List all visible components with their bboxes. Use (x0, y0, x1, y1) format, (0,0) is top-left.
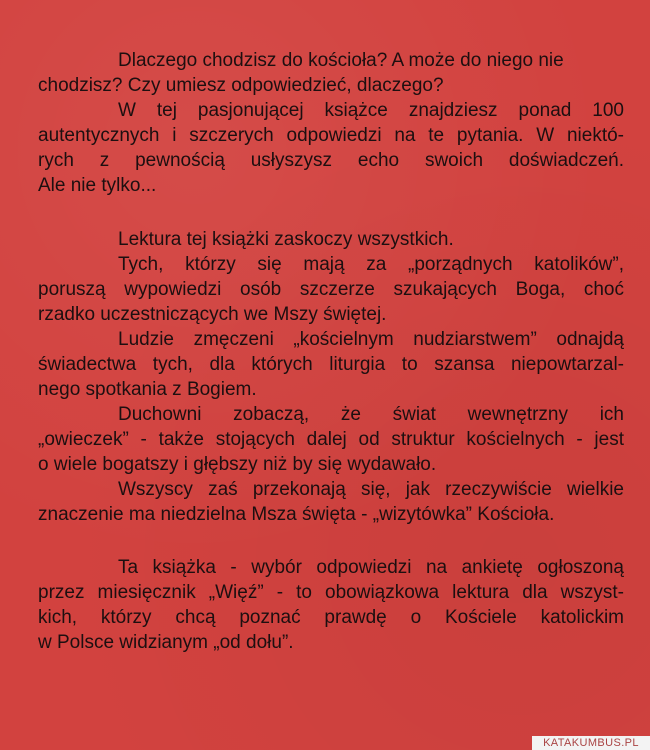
text-line: Ale nie tylko... (38, 175, 157, 196)
text-line: Ta książka - wybór odpowiedzi na ankietę ogłoszoną (118, 557, 624, 578)
text-line: Wszyscy zaś przekonają się, jak rzeczywiście wielkie (118, 479, 624, 500)
paragraph-gap (38, 527, 624, 555)
text-line: znaczenie ma niedzielna Msza święta - „wizytówka” Kościoła. (38, 504, 555, 525)
text-line: rzadko uczestniczących we Mszy świętej. (38, 304, 387, 325)
text-line: Ludzie zmęczeni „kościelnym nudziarstwem” odnajdą (118, 329, 624, 350)
text-line: w Polsce widzianym „od dołu”. (38, 632, 294, 653)
text-line: kich, którzy chcą poznać prawdę o Kościele katolickim (38, 607, 624, 628)
paragraph-gap (38, 198, 624, 227)
text-line: Dlaczego chodzisz do kościoła? A może do niego nie (118, 50, 564, 71)
cover-text (38, 48, 624, 655)
text-line: autentycznych i szczerych odpowiedzi na te pytania. W niektó- (38, 125, 624, 146)
text-line: świadectwa tych, dla których liturgia to szansa niepowtarzal- (38, 354, 624, 375)
text-line: Duchowni zobaczą, że świat wewnętrzny ich (118, 404, 624, 425)
text-line: W tej pasjonującej książce znajdziesz ponad 100 (118, 100, 624, 121)
text-line: nego spotkania z Bogiem. (38, 379, 257, 400)
site-watermark: KATAKUMBUS.PL (532, 736, 650, 750)
text-line: rych z pewnością usłyszysz echo swoich doświadczeń. (38, 150, 624, 171)
text-line: chodzisz? Czy umiesz odpowiedzieć, dlaczego? (38, 75, 444, 96)
text-line: Tych, którzy się mają za „porządnych katolików”, (118, 254, 624, 275)
text-line: o wiele bogatszy i głębszy niż by się wydawało. (38, 454, 437, 475)
text-line: przez miesięcznik „Więź” - to obowiązkowa lektura dla wszyst- (38, 582, 624, 603)
text-line: Lektura tej książki zaskoczy wszystkich. (118, 229, 454, 250)
text-line: poruszą wypowiedzi osób szczerze szukających Boga, choć (38, 279, 624, 300)
text-line: „owieczek” - także stojących dalej od struktur kościelnych - jest (38, 429, 624, 450)
